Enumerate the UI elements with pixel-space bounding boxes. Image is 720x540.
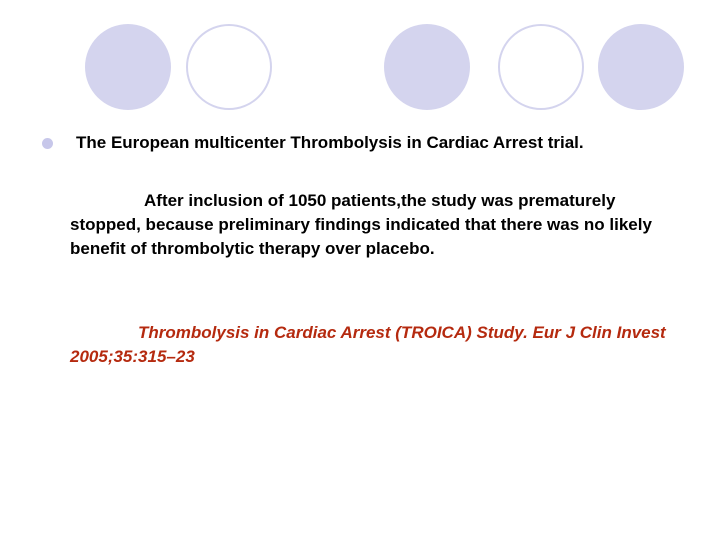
- filled-circle: [85, 24, 171, 110]
- body-paragraph: After inclusion of 1050 patients,the study was prematurely stopped, because preliminary findings indicated that there was no likely benefit of thrombolytic therapy over placebo.: [70, 191, 652, 258]
- bullet-item: [42, 133, 702, 155]
- outline-circle: [498, 24, 584, 110]
- decorative-circles: [0, 0, 720, 130]
- bullet-text: The European multicenter Thrombolysis in Cardiac Arrest trial.: [76, 133, 584, 152]
- filled-circle: [598, 24, 684, 110]
- bullet-icon: [42, 138, 53, 149]
- outline-circle: [186, 24, 272, 110]
- filled-circle: [384, 24, 470, 110]
- reference-citation: Thrombolysis in Cardiac Arrest (TROICA) Study. Eur J Clin Invest 2005;35:315–23: [70, 323, 666, 366]
